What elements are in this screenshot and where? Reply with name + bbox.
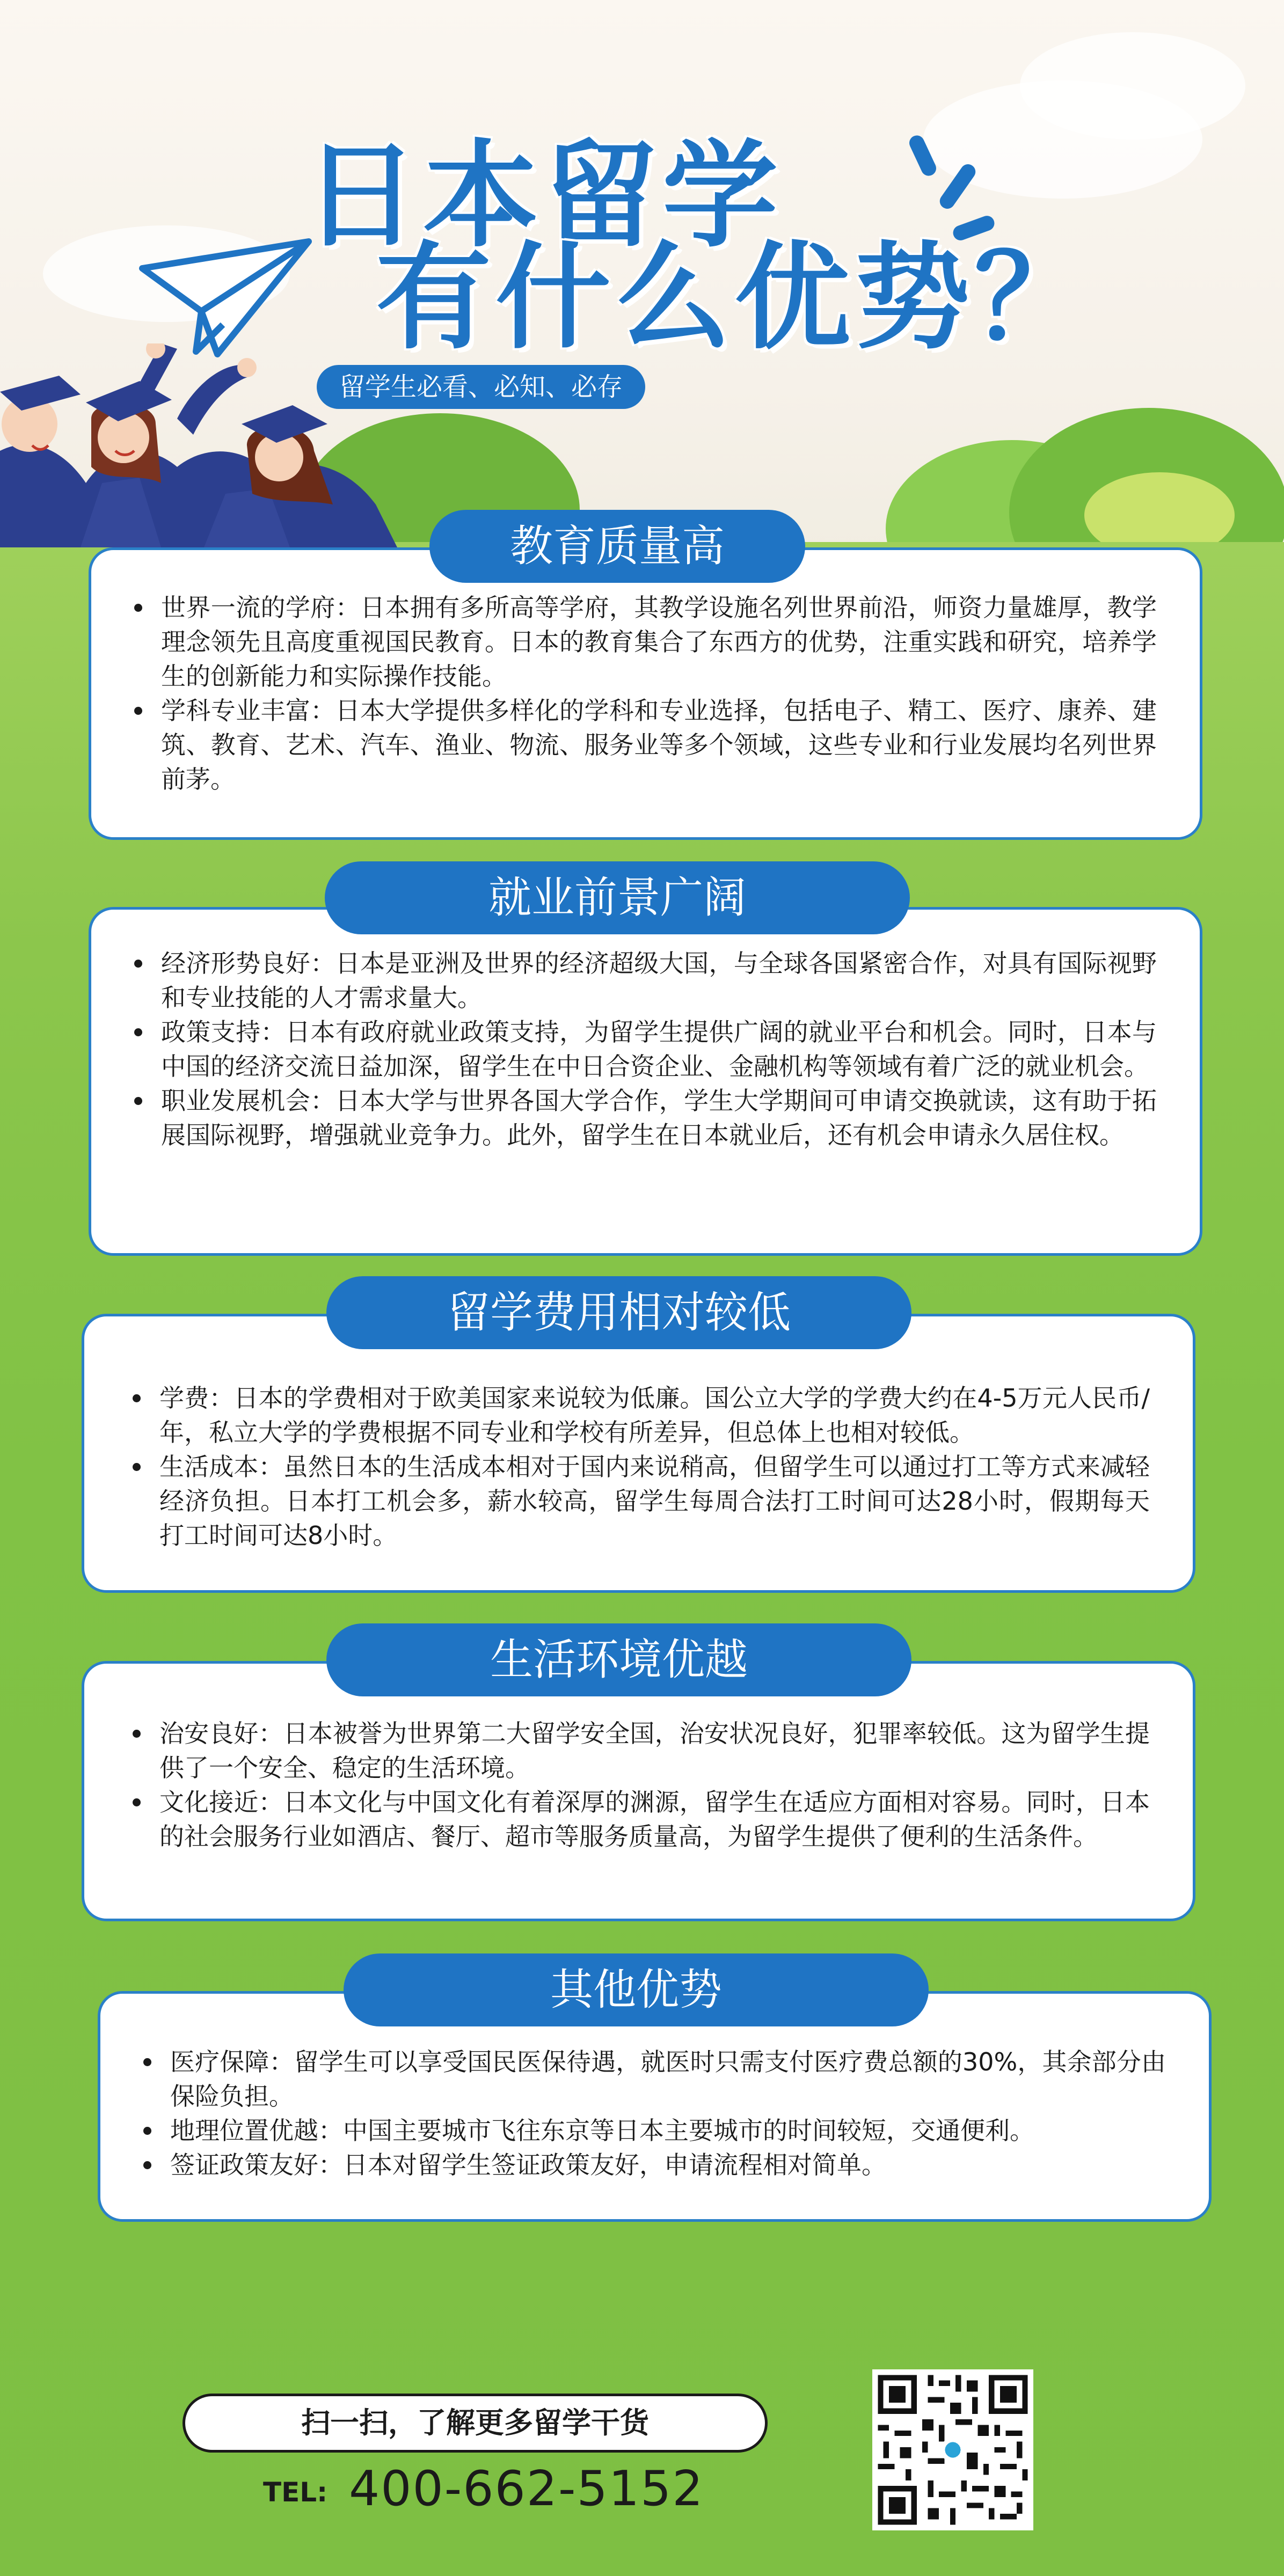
bullet-icon (133, 1730, 141, 1738)
bullet-icon (133, 1798, 141, 1806)
section-card-cost (82, 1314, 1195, 1593)
cloud (1020, 32, 1245, 140)
list-item-text: 文化接近：日本文化与中国文化有着深厚的渊源，留学生在适应方面相对容易。同时，日本的社会服务行业如酒店、餐厅、超市等服务质量高，为留学生提供了便利的生活条件。 (159, 1788, 1150, 1851)
list-item (161, 1084, 1157, 1152)
section-title-environment: 生活环境优越 (326, 1623, 911, 1696)
list-item-text: 政策支持：日本有政府就业政策支持，为留学生提供广阔的就业平台和机会。同时，日本与中国的经济交流日益加深，留学生在中日合资企业、金融机构等领域有着广泛的就业机会。 (161, 1018, 1157, 1081)
page-title-line1: 日本留学 (303, 128, 782, 263)
subtitle-badge: 留学生必看、必知、必存 (317, 365, 645, 409)
list-item (159, 1716, 1150, 1785)
list-item-text: 生活成本：虽然日本的生活成本相对于国内来说稍高，但留学生可以通过打工等方式来减轻经济负担。日本打工机会多，薪水较高，留学生每周合法打工时间可达28小时，假期每天打工时间可达8小时。 (159, 1452, 1150, 1550)
list-item (170, 2148, 1166, 2182)
list-item (161, 1015, 1157, 1084)
list-item-text: 世界一流的学府：日本拥有多所高等学府，其教学设施名列世界前沿，师资力量雄厚，教学理念领先且高度重视国民教育。日本的教育集合了东西方的优势，注重实践和研究，培养学生的创新能力和实际操作技能。 (161, 593, 1157, 691)
tel-label: TEL: (263, 2477, 328, 2508)
list-item-text: 学费：日本的学费相对于欧美国家来说较为低廉。国公立大学的学费大约在4-5万元人民币/年，私立大学的学费根据不同专业和学校有所差异，但总体上也相对较低。 (159, 1384, 1150, 1447)
list-item-text: 签证政策友好：日本对留学生签证政策友好，申请流程相对简单。 (170, 2150, 886, 2179)
list-item-text: 学科专业丰富：日本大学提供多样化的学科和专业选择，包括电子、精工、医疗、康养、建筑、教育、艺术、汽车、渔业、物流、服务业等多个领域，这些专业和行业发展均名列世界前茅。 (161, 696, 1157, 794)
page-title-line2: 有什么优势？ (376, 230, 1094, 365)
list-item (159, 1450, 1150, 1553)
section-title-cost: 留学费用相对较低 (326, 1276, 911, 1349)
phone-number[interactable]: 400-662-5152 (349, 2461, 704, 2517)
list-item (170, 2045, 1166, 2113)
qr-code[interactable] (872, 2369, 1033, 2530)
bullet-icon (134, 960, 142, 968)
list-item (159, 1381, 1150, 1450)
bullet-icon (134, 1097, 142, 1105)
section-title-education: 教育质量高 (429, 510, 805, 583)
bullet-icon (133, 1394, 141, 1402)
bullet-icon (134, 604, 142, 612)
section-card-education (89, 547, 1202, 840)
section-card-environment (82, 1661, 1195, 1921)
list-item (161, 946, 1157, 1015)
bullet-icon (143, 2058, 151, 2066)
list-item (161, 590, 1157, 693)
bullet-icon (134, 1028, 142, 1036)
bullet-icon (134, 707, 142, 715)
bullet-icon (143, 2161, 151, 2169)
bullet-icon (143, 2127, 151, 2135)
section-card-employment (89, 907, 1202, 1256)
section-title-employment: 就业前景广阔 (325, 861, 910, 934)
list-item-text: 经济形势良好：日本是亚洲及世界的经济超级大国，与全球各国紧密合作，对具有国际视野和专业技能的人才需求量大。 (161, 949, 1157, 1012)
list-item-text: 地理位置优越：中国主要城市飞往东京等日本主要城市的时间较短，交通便利。 (170, 2116, 1034, 2145)
cta-banner: 扫一扫，了解更多留学干货 (183, 2394, 768, 2453)
list-item (170, 2113, 1166, 2148)
list-item-text: 职业发展机会：日本大学与世界各国大学合作，学生大学期间可申请交换就读，这有助于拓展国际视野，增强就业竞争力。此外，留学生在日本就业后，还有机会申请永久居住权。 (161, 1086, 1157, 1150)
list-item (161, 693, 1157, 796)
paper-plane-icon (137, 236, 314, 360)
bullet-icon (133, 1463, 141, 1471)
section-title-other: 其他优势 (344, 1953, 929, 2026)
list-item-text: 治安良好：日本被誉为世界第二大留学安全国，治安状况良好，犯罪率较低。这为留学生提供了一个安全、稳定的生活环境。 (159, 1719, 1150, 1782)
list-item-text: 医疗保障：留学生可以享受国民医保待遇，就医时只需支付医疗费总额的30%，其余部分由保险负担。 (170, 2047, 1166, 2111)
list-item (159, 1785, 1150, 1854)
